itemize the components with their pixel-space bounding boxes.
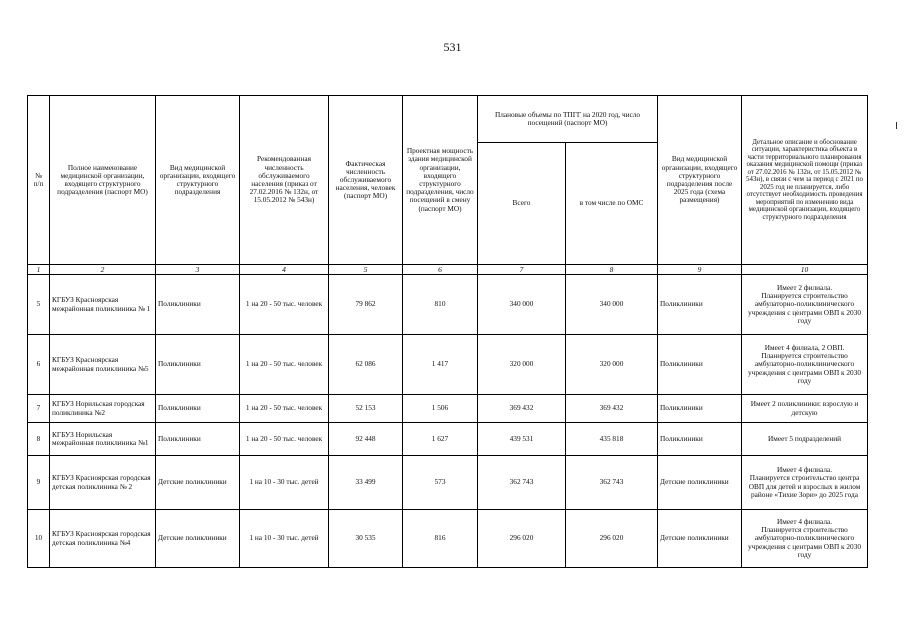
design-capacity: 1 506: [403, 395, 478, 423]
row-number: 10: [28, 510, 50, 568]
column-number: 3: [156, 265, 240, 275]
table-row: [28, 510, 868, 568]
facility-type: Детские поликлиники: [156, 456, 240, 510]
planned-oms: 369 432: [566, 395, 658, 423]
description: Имеет 4 филиала, 2 ОВП. Планируется строительство амбулаторно-поликлинического учреждения с центрами ОВП к 2030 году: [742, 335, 868, 395]
facility-type: Поликлиники: [156, 395, 240, 423]
recommended-population: 1 на 20 - 50 тыс. человек: [240, 275, 329, 335]
header-recommended: Рекомендованная численность обслуживаемого населения (приказ от 27.02.2016 № 132н, от 15.05.2012 № 543н): [240, 96, 329, 265]
planned-oms: 320 000: [566, 335, 658, 395]
column-number: 2: [50, 265, 156, 275]
facility-name: КГБУЗ Норильская межрайонная поликлиника №1: [50, 423, 156, 456]
facility-type: Поликлиники: [156, 275, 240, 335]
column-number: 8: [566, 265, 658, 275]
column-number: 1: [28, 265, 50, 275]
column-number: 6: [403, 265, 478, 275]
facility-name: КГБУЗ Красноярская городская детская поликлиника № 2: [50, 456, 156, 510]
description: Имеет 5 подразделений: [742, 423, 868, 456]
actual-population: 33 499: [329, 456, 403, 510]
column-number: 5: [329, 265, 403, 275]
row-number: 7: [28, 395, 50, 423]
header-planned-group: Плановые объемы по ТПГГ на 2020 год, число посещений (паспорт МО): [478, 96, 658, 143]
row-number: 8: [28, 423, 50, 456]
column-number: 4: [240, 265, 329, 275]
design-capacity: 816: [403, 510, 478, 568]
table-row: [28, 275, 868, 335]
margin-mark: [896, 122, 897, 129]
description: Имеет 2 филиала. Планируется строительство амбулаторно-поликлинического учреждения с центрами ОВП к 2030 году: [742, 275, 868, 335]
facility-name: КГБУЗ Красноярская межрайонная поликлиника №5: [50, 335, 156, 395]
header-name: Полное наименование медицинской организации, входящего структурного подразделения (паспорт МО): [50, 96, 156, 265]
design-capacity: 1 627: [403, 423, 478, 456]
column-number: 7: [478, 265, 566, 275]
header-oms: в том числе по ОМС: [566, 143, 658, 265]
design-capacity: 810: [403, 275, 478, 335]
header-capacity: Проектная мощность здания медицинской организации, входящего структурного подразделения, число посещений в смену (паспорт МО): [403, 96, 478, 265]
header-num: № п/п: [28, 96, 50, 265]
actual-population: 79 862: [329, 275, 403, 335]
type-after-2025: Поликлиники: [658, 423, 742, 456]
actual-population: 30 535: [329, 510, 403, 568]
actual-population: 52 153: [329, 395, 403, 423]
facility-name: КГБУЗ Красноярская межрайонная поликлиника № 1: [50, 275, 156, 335]
row-number: 9: [28, 456, 50, 510]
table-body: [28, 265, 868, 568]
column-number: 9: [658, 265, 742, 275]
planned-oms: 362 743: [566, 456, 658, 510]
facility-type: Детские поликлиники: [156, 510, 240, 568]
planned-total: 369 432: [478, 395, 566, 423]
page-number: 531: [443, 40, 462, 54]
row-number: 5: [28, 275, 50, 335]
header-actual: Фактическая численность обслуживаемого населения, человек (паспорт МО): [329, 96, 403, 265]
planned-total: 320 000: [478, 335, 566, 395]
table-row: [28, 456, 868, 510]
facility-name: КГБУЗ Норильская городская поликлиника №2: [50, 395, 156, 423]
facility-type: Поликлиники: [156, 423, 240, 456]
planned-total: 439 531: [478, 423, 566, 456]
recommended-population: 1 на 10 - 30 тыс. детей: [240, 510, 329, 568]
header-description: Детальное описание и обоснование ситуации, характеристика объекта в части территориального планирования оказания медицинской помощи (приказ от 27.02.2016 № 132н, от 15.05.2012 № 543н), в связи с чем за период с 2021 по 2025 год не планируется, либо отсутствует необходимость проведения мероприятий по изменению вида медицинской организации, входящего структурного подразделения: [742, 96, 868, 265]
design-capacity: 1 417: [403, 335, 478, 395]
description: Имеет 4 филиала. Планируется строительство центра ОВП для детей и взрослых в жилом районе «Тихие Зори» до 2025 года: [742, 456, 868, 510]
header-total: Всего: [478, 143, 566, 265]
type-after-2025: Поликлиники: [658, 275, 742, 335]
type-after-2025: Детские поликлиники: [658, 510, 742, 568]
planned-oms: 296 020: [566, 510, 658, 568]
column-number: 10: [742, 265, 868, 275]
type-after-2025: Поликлиники: [658, 395, 742, 423]
recommended-population: 1 на 20 - 50 тыс. человек: [240, 423, 329, 456]
type-after-2025: Детские поликлиники: [658, 456, 742, 510]
recommended-population: 1 на 20 - 50 тыс. человек: [240, 335, 329, 395]
planned-total: 296 020: [478, 510, 566, 568]
recommended-population: 1 на 20 - 50 тыс. человек: [240, 395, 329, 423]
recommended-population: 1 на 10 - 30 тыс. детей: [240, 456, 329, 510]
planned-total: 362 743: [478, 456, 566, 510]
row-number: 6: [28, 335, 50, 395]
design-capacity: 573: [403, 456, 478, 510]
description: Имеет 4 филиала. Планируется строительство амбулаторно-поликлинического учреждения с центрами ОВП к 2030 году: [742, 510, 868, 568]
type-after-2025: Поликлиники: [658, 335, 742, 395]
planned-oms: 340 000: [566, 275, 658, 335]
facility-type: Поликлиники: [156, 335, 240, 395]
header-type: Вид медицинской организации, входящего структурного подразделения: [156, 96, 240, 265]
planned-oms: 435 818: [566, 423, 658, 456]
table-row: [28, 395, 868, 423]
column-number-row: [28, 265, 868, 275]
facilities-table: [27, 95, 868, 568]
table-row: [28, 335, 868, 395]
actual-population: 92 448: [329, 423, 403, 456]
planned-total: 340 000: [478, 275, 566, 335]
facility-name: КГБУЗ Красноярская городская детская поликлиника №4: [50, 510, 156, 568]
description: Имеет 2 поликлиники: взрослую и детскую: [742, 395, 868, 423]
header-after-2025: Вид медицинской организации, входящего структурного подразделения после 2025 года (схема размещения): [658, 96, 742, 265]
actual-population: 62 086: [329, 335, 403, 395]
table-row: [28, 423, 868, 456]
